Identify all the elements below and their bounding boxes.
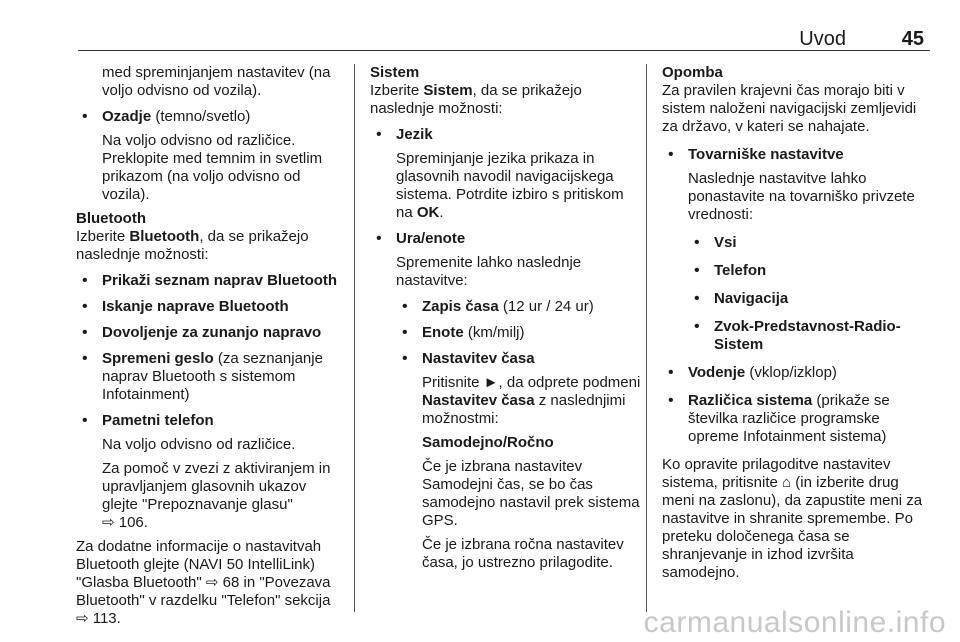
list-item-zapis-casa: • Zapis časa (12 ur / 24 ur) (370, 298, 642, 316)
page-reference: ⇨ 106. (102, 514, 148, 531)
list-item: • Vsi (662, 234, 932, 252)
column-divider (646, 64, 647, 612)
samodejno-rocno-label: Samodejno/Ročno (422, 434, 554, 451)
list-item-nastavitev-casa: • Nastavitev časa (370, 350, 642, 368)
list-item: • Prikaži seznam naprav Bluetooth (76, 272, 346, 290)
ozadje-desc: Na voljo odvisno od različice. Preklopite med temnim in svetlim prikazom (na voljo odvisno od vozila). (102, 132, 323, 203)
note-heading: Opomba (662, 64, 723, 81)
list-item-jezik: • Jezik (370, 126, 642, 144)
continued-text: med spreminjanjem nastavitev (na voljo odvisno od vozila). (102, 64, 331, 99)
column-left (76, 64, 346, 628)
pametni-desc-2: Za pomoč v zvezi z aktiviranjem in upravljanjem glasovnih ukazov glejte "Prepoznavanje glasu" (102, 460, 331, 513)
list-item-razlicica: • Različica sistema (prikaže se številka različice programske opreme Infotainment sistema) (662, 392, 932, 446)
list-item-ura-enote: • Ura/enote (370, 230, 642, 248)
watermark: carmanualsonline.info (643, 606, 946, 639)
list-item: • Dovoljenje za zunanjo napravo (76, 324, 346, 342)
column-middle (370, 64, 642, 572)
pametni-desc: Na voljo odvisno od različice. (102, 436, 296, 453)
page-title: Uvod (799, 28, 846, 50)
list-item-tovarniske: • Tovarniške nastavitve (662, 146, 932, 164)
sistem-intro: Izberite Sistem, da se prikažejo naslednje možnosti: (370, 82, 582, 117)
list-item: • Navigacija (662, 290, 932, 308)
note-text: Za pravilen krajevni čas morajo biti v sistem naloženi navigacijski zemljevidi za državo, v kateri se nahajate. (662, 82, 917, 135)
tovarniske-desc: Naslednje nastavitve lahko ponastavite na tovarniško privzete vrednosti: (688, 170, 915, 223)
jezik-desc: Spreminjanje jezika prikaza in glasovnih navodil navigacijskega sistema. Potrdite izbiro s pritiskom na OK. (396, 150, 624, 221)
column-right (662, 64, 932, 582)
list-item-pametni-telefon: • Pametni telefon (76, 412, 346, 430)
section-heading-sistem: Sistem (370, 64, 420, 81)
bluetooth-intro: Izberite Bluetooth, da se prikažejo naslednje možnosti: (76, 228, 309, 263)
list-item: • Zvok-Predstavnost-Radio-Sistem (662, 318, 932, 354)
page-header (78, 0, 930, 51)
list-item: • Iskanje naprave Bluetooth (76, 298, 346, 316)
list-item-ozadje: • Ozadje (temno/svetlo) (76, 108, 346, 126)
list-item-spremeni-geslo: • Spremeni geslo (za seznanjanje naprav Bluetooth s sistemom Infotainment) (76, 350, 346, 404)
samodejno-desc: Če je izbrana nastavitev Samodejni čas, se bo čas samodejno nastavil prek sistema GPS. (422, 458, 640, 529)
nastavitev-desc: Pritisnite ►, da odprete podmeni Nastavitev časa z naslednjimi možnostmi: (422, 374, 641, 427)
bluetooth-info: Za dodatne informacije o nastavitvah Bluetooth glejte (NAVI 50 IntelliLink) "Glasba Bluetooth" ⇨ 68 in "Povezava Bluetooth" v razdelku "Telefon" sekcija ⇨ 113. (76, 538, 331, 627)
section-heading-bluetooth: Bluetooth (76, 210, 146, 227)
list-item-enote: • Enote (km/milj) (370, 324, 642, 342)
closing-text: Ko opravite prilagoditve nastavitev sistema, pritisnite ⌂ (in izberite drug meni na zaslonu), da zapustite meni za nastavitve in shranite spremembe. Po preteku določenega časa se shranjevanje in izhod izvršita samodejno. (662, 456, 923, 581)
ura-desc: Spremenite lahko naslednje nastavitve: (396, 254, 582, 289)
page-number: 45 (901, 28, 924, 50)
list-item-vodenje: • Vodenje (vklop/izklop) (662, 364, 932, 382)
column-divider (354, 64, 355, 612)
rocna-desc: Če je izbrana ročna nastavitev časa, jo ustrezno prilagodite. (422, 536, 624, 571)
list-item: • Telefon (662, 262, 932, 280)
home-icon: ⌂ (782, 474, 792, 491)
